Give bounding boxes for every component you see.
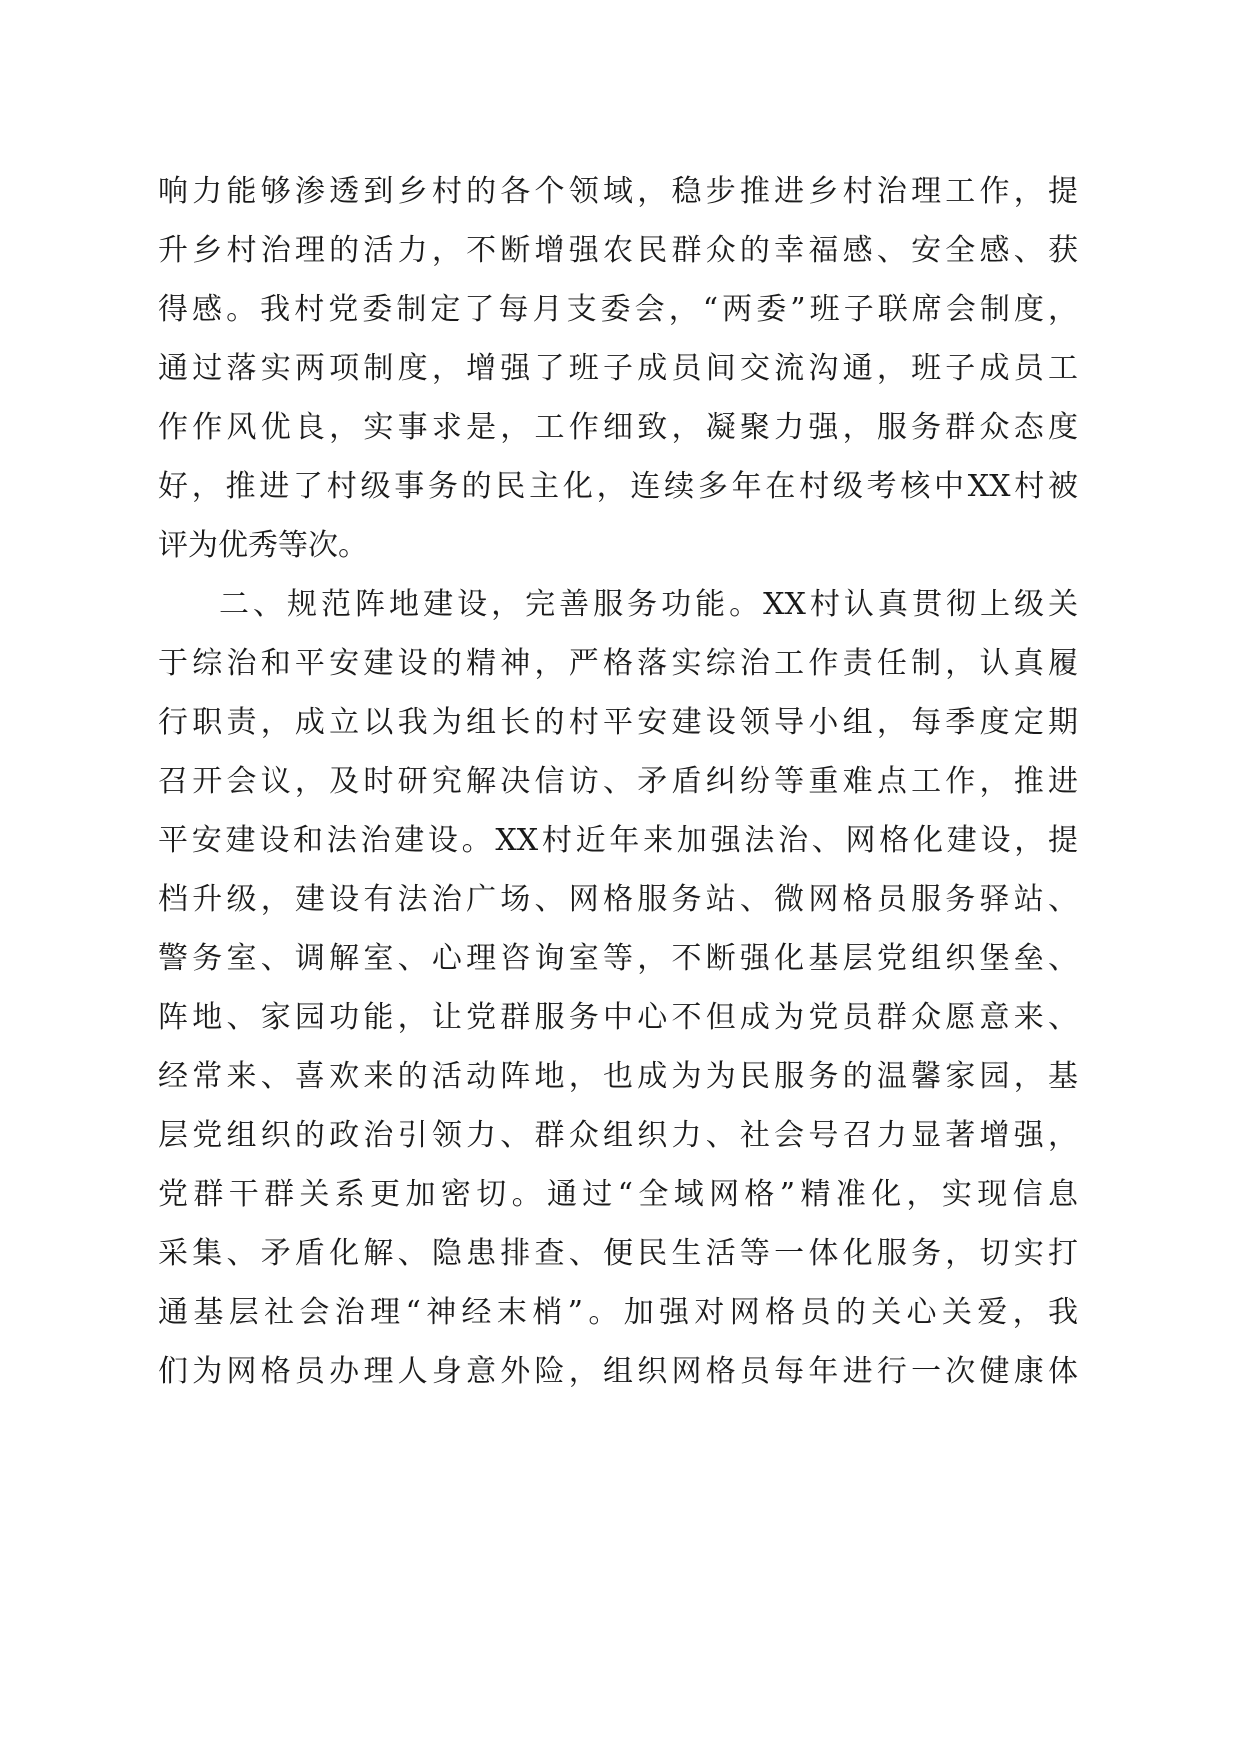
text-line-7: 评为优秀等次。 bbox=[158, 528, 368, 563]
text-line-4: 通过落实两项制度，增强了班子成员间交流沟通，班子成员工 bbox=[158, 351, 1078, 386]
text-line-1: 响力能够渗透到乡村的各个领域，稳步推进乡村治理工作，提 bbox=[158, 174, 1078, 209]
text-line-16: 经常来、喜欢来的活动阵地，也成为为民服务的温馨家园，基 bbox=[158, 1059, 1078, 1094]
text-line-15: 阵地、家园功能，让党群服务中心不但成为党员群众愿意来、 bbox=[158, 1000, 1078, 1035]
text-line-6: 好，推进了村级事务的民主化，连续多年在村级考核中XX村被 bbox=[158, 469, 1078, 504]
text-line-14: 警务室、调解室、心理咨询室等，不断强化基层党组织堡垒、 bbox=[158, 941, 1078, 976]
text-line-3: 得感。我村党委制定了每月支委会，“两委”班子联席会制度， bbox=[158, 292, 1078, 327]
text-line-18: 党群干群关系更加密切。通过“全域网格”精准化，实现信息 bbox=[158, 1177, 1078, 1212]
text-line-19: 采集、矛盾化解、隐患排查、便民生活等一体化服务，切实打 bbox=[158, 1236, 1078, 1271]
text-line-11: 召开会议，及时研究解决信访、矛盾纠纷等重难点工作，推进 bbox=[158, 764, 1078, 799]
section-heading-line: 二、规范阵地建设，完善服务功能。XX村认真贯彻上级关 bbox=[219, 587, 1078, 622]
text-line-12: 平安建设和法治建设。XX村近年来加强法治、网格化建设，提 bbox=[158, 823, 1078, 858]
text-line-13: 档升级，建设有法治广场、网格服务站、微网格员服务驿站、 bbox=[158, 882, 1078, 917]
text-line-2: 升乡村治理的活力，不断增强农民群众的幸福感、安全感、获 bbox=[158, 233, 1078, 268]
text-line-9: 于综治和平安建设的精神，严格落实综治工作责任制，认真履 bbox=[158, 646, 1078, 681]
text-line-21: 们为网格员办理人身意外险，组织网格员每年进行一次健康体 bbox=[158, 1354, 1078, 1389]
text-line-20: 通基层社会治理“神经末梢”。加强对网格员的关心关爱，我 bbox=[158, 1295, 1078, 1330]
text-line-17: 层党组织的政治引领力、群众组织力、社会号召力显著增强， bbox=[158, 1118, 1078, 1153]
text-line-5: 作作风优良，实事求是，工作细致，凝聚力强，服务群众态度 bbox=[158, 410, 1078, 445]
text-line-10: 行职责，成立以我为组长的村平安建设领导小组，每季度定期 bbox=[158, 705, 1078, 740]
